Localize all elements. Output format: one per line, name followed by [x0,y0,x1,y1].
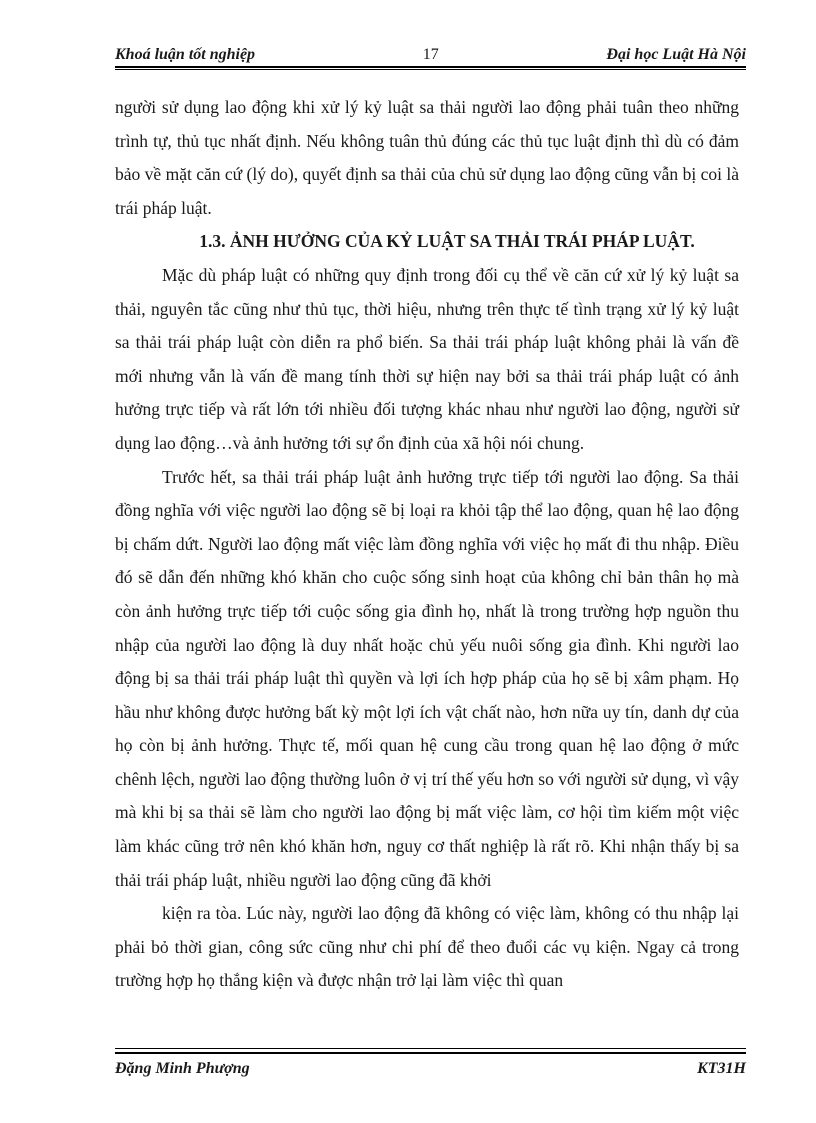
section-heading: 1.3. ẢNH HƯỞNG CỦA KỶ LUẬT SA THẢI TRÁI PHÁP LUẬT. [199,231,695,252]
paragraph-3: Trước hết, sa thải trái pháp luật ảnh hưởng trực tiếp tới người lao động. Sa thải đồng nghĩa với việc người lao động sẽ bị loại ra khỏi tập thể lao động, quan hệ lao động bị chấm dứt. Người lao động mất việc làm đồng nghĩa với việc họ mất đi thu nhập. Điều đó sẽ dẫn đến những khó khăn cho cuộc sống sinh hoạt của không chỉ bản thân họ mà còn ảnh hưởng trực tiếp tới cuộc sống gia đình họ, nhất là trong trường hợp nguồn thu nhập của người lao động là duy nhất hoặc chủ yếu nuôi sống gia đình. Khi người lao động bị sa thải trái pháp luật thì quyền và lợi ích hợp pháp của họ sẽ bị xâm phạm. Họ hầu như không được hưởng bất kỳ một lợi ích vật chất nào, hơn nữa uy tín, danh dự của họ còn bị ảnh hưởng. Thực tế, mối quan hệ cung cầu trong quan hệ lao động ở mức chênh lệch, người lao động thường luôn ở vị trí thế yếu hơn so với người sử dụng, vì vậy mà khi bị sa thải sẽ làm cho người lao động bị mất việc làm, cơ hội tìm kiếm một việc làm khác cũng trở nên khó khăn hơn, nguy cơ thất nghiệp là rất rõ. Khi nhận thấy bị sa thải trái pháp luật, nhiều người lao động cũng đã khởi [115,466,739,890]
university-label: Đại học Luật Hà Nội [606,46,746,63]
paragraph-2: Mặc dù pháp luật có những quy định trong đối cụ thể về căn cứ xử lý kỷ luật sa thải, nguyên tắc cũng như thủ tục, thời hiệu, nhưng trên thực tế tình trạng xử lý kỷ luật sa thải trái pháp luật còn diễn ra phổ biến. Sa thải trái pháp luật không phải là vấn đề mới nhưng vẫn là vấn đề mang tính thời sự hiện nay bởi sa thải trái pháp luật có ảnh hưởng trực tiếp và rất lớn tới nhiều đối tượng khác nhau như người lao động, người sử dụng lao động…và ảnh hưởng tới sự ổn định của xã hội nói chung. [115,264,739,453]
page-number: 17 [422,46,439,63]
class-code: KT31H [697,1060,746,1077]
footer-rule [115,1048,746,1049]
paragraph-1: người sử dụng lao động khi xử lý kỷ luật sa thải người lao động phải tuân theo những trình tự, thủ tục nhất định. Nếu không tuân thủ đúng các thủ tục luật định thì dù có đảm bảo về mặt căn cứ (lý do), quyết định sa thải của chủ sử dụng lao động cũng vẫn bị coi là trái pháp luật. [115,97,739,218]
thesis-label: Khoá luận tốt nghiệp [115,46,256,63]
header-rule [115,69,746,70]
author-name: Đặng Minh Phượng [115,1060,250,1077]
page-footer [115,1052,746,1084]
paragraph-4: kiện ra tòa. Lúc này, người lao động đã không có việc làm, không có thu nhập lại phải bỏ thời gian, công sức cũng như chi phí để theo đuổi các vụ kiện. Ngay cả trong trường hợp họ thắng kiện và được nhận trở lại làm việc thì quan [115,903,739,991]
page-header [115,36,746,68]
page-body [115,91,739,998]
